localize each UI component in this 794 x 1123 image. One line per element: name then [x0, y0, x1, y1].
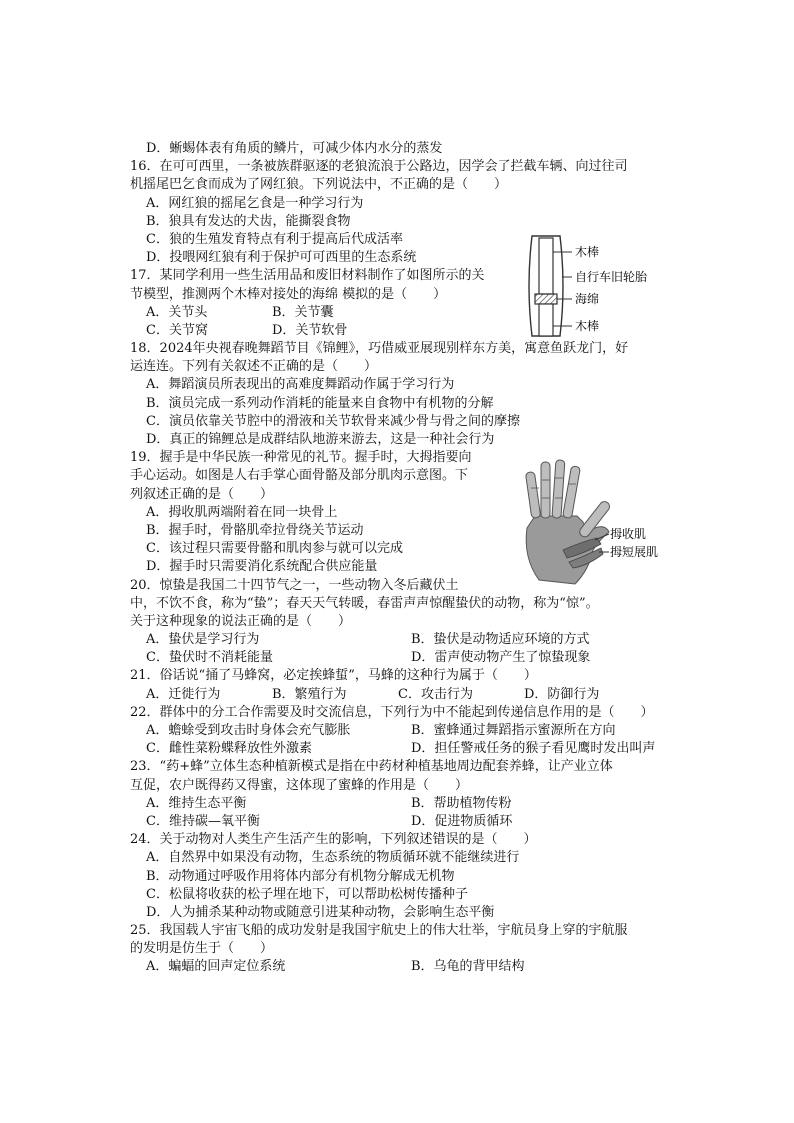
bottom-stick	[539, 304, 553, 336]
q20-stem-line3: 关于这种现象的说法正确的是（ ）	[130, 613, 352, 629]
q19-option-b: B．握手时，骨骼肌牵拉骨绕关节运动	[146, 522, 364, 538]
q18-stem-line2: 运连连。下列有关叙述不正确的是（ ）	[130, 359, 378, 375]
q20-options-row1	[130, 631, 670, 649]
label-muscle1: 拇收肌	[610, 527, 647, 541]
q22-option-b: B．蜜蜂通过舞蹈指示蜜源所在方向	[411, 723, 616, 738]
q23-option-a: A．维持生态平衡	[146, 795, 247, 811]
q21-stem: 21．俗话说“捅了马蜂窝，必定挨蜂蜇”，马蜂的这种行为属于（ ）	[130, 668, 537, 684]
q21-option-d: D．防御行为	[524, 686, 600, 702]
q23-options-row1	[130, 795, 670, 813]
q16-stem-line1: 16．在可可西里，一条被族群驱逐的老狼流浪于公路边，因学会了拦截车辆、向过往司	[130, 159, 628, 175]
joint-model-drawing	[520, 232, 680, 340]
q21-option-c: C．攻击行为	[398, 686, 473, 702]
q17-option-c: C．关节窝	[146, 322, 208, 338]
label-top-stick: 木棒	[575, 245, 600, 259]
joint-model-figure	[520, 232, 680, 340]
q19-stem-line3: 列叙述正确的是（ ）	[130, 486, 274, 502]
q16-option-d: D．投喂网红狼有利于保护可可西里的生态系统	[146, 250, 417, 266]
q20-option-d: D．雷声使动物产生了惊蛰现象	[411, 650, 591, 666]
sponge	[535, 294, 557, 304]
top-stick	[539, 238, 553, 294]
q23-option-d: D．促进物质循环	[411, 813, 513, 829]
q25-option-b: B．乌龟的背甲结构	[411, 959, 525, 975]
hand-skeleton-drawing	[505, 458, 665, 590]
q18-stem-line1: 18．2024年央视春晚舞蹈节目《锦鲤》，巧借威亚展现别样东方美，寓意鱼跃龙门，好	[130, 341, 629, 357]
q18-option-c: C．演员依靠关节腔中的滑液和关节软骨来减少骨与骨之间的摩擦	[146, 413, 520, 429]
finger-ring	[541, 462, 550, 518]
label-muscle2: 拇短展肌	[610, 545, 659, 559]
q25-option-a: A．蝙蝠的回声定位系统	[146, 959, 286, 975]
finger-index	[563, 466, 581, 519]
q20-stem-line1: 20．惊蛰是我国二十四节气之一，一些动物入冬后藏伏土	[130, 577, 459, 593]
q19-stem-line2: 手心运动。如图是人右手掌心面骨骼及部分肌肉示意图。下	[130, 468, 469, 484]
q25-options-row1	[130, 958, 670, 976]
q25-stem-line2: 的发明是仿生于（ ）	[130, 941, 274, 957]
q19-option-d: D．握手时只需要消化系统配合供应能量	[146, 559, 378, 575]
q22-stem: 22．群体中的分工合作需要及时交流信息，下列行为中不能起到传递信息作用的是（ ）	[130, 704, 654, 720]
q23-stem-line2: 互促，农户既得药又得蜜，这体现了蜜蜂的作用是（ ）	[130, 777, 469, 793]
q19-stem-line1: 19．握手是中华民族一种常见的礼节。握手时，大拇指要向	[130, 450, 472, 466]
q21-options-row	[130, 686, 670, 704]
q23-option-c: C．维持碳—氧平衡	[146, 813, 260, 829]
q16-option-b: B．狼具有发达的犬齿，能撕裂食物	[146, 213, 351, 229]
finger-middle	[552, 460, 565, 518]
q15-option-d: D．蜥蜴体表有角质的鳞片，可减少体内水分的蒸发	[146, 141, 443, 156]
q22-options-row1	[130, 722, 670, 740]
label-bottom-stick: 木棒	[575, 319, 600, 333]
q20-options-row2	[130, 649, 670, 667]
q17-option-a: A．关节头	[146, 304, 208, 320]
q17-stem-line1: 17．某同学利用一些生活用品和废旧材料制作了如图所示的关	[130, 268, 485, 284]
q16-stem-line2: 机摇尾巴乞食而成为了网红狼。下列说法中，不正确的是（ ）	[130, 177, 508, 193]
q20-option-b: B．蛰伏是动物适应环境的方式	[411, 632, 590, 648]
q22-option-d: D．担任警戒任务的猴子看见鹰时发出叫声	[411, 741, 656, 757]
q24-option-d: D．人为捕杀某种动物或随意引进某种动物，会影响生态平衡	[146, 904, 495, 920]
q24-option-b: B．动物通过呼吸作用将体内部分有机物分解成无机物	[146, 868, 455, 884]
q24-stem: 24．关于动物对人类生产生活产生的影响，下列叙述错误的是（ ）	[130, 832, 537, 848]
q19-option-c: C．该过程只需要骨骼和肌肉参与就可以完成	[146, 541, 403, 557]
q16-option-a: A．网红狼的摇尾乞食是一种学习行为	[146, 195, 364, 211]
q18-option-d: D．真正的锦鲤总是成群结队地游来游去，这是一种社会行为	[146, 432, 495, 447]
q16-option-c: C．狼的生殖发育特点有利于提高后代成活率	[146, 231, 403, 247]
label-tire: 自行车旧轮胎	[575, 270, 648, 284]
q18-option-a: A．舞蹈演员所表现出的高难度舞蹈动作属于学习行为	[146, 377, 455, 393]
q18-option-b: B．演员完成一系列动作消耗的能量来自食物中有机物的分解	[146, 395, 494, 411]
q25-stem-line1: 25．我国载人宇宙飞船的成功发射是我国宇航史上的伟大壮举，宇航员身上穿的宇航服	[130, 923, 628, 939]
q24-option-a: A．自然界中如果没有动物，生态系统的物质循环就不能继续进行	[146, 850, 520, 866]
label-sponge: 海绵	[575, 292, 600, 306]
q23-option-b: B．帮助植物传粉	[411, 795, 512, 811]
q19-option-a: A．拇收肌两端附着在同一块骨上	[146, 504, 338, 520]
finger-little	[525, 472, 540, 519]
q20-option-c: C．蛰伏时不消耗能量	[146, 650, 273, 666]
q17-option-d: D．关节软骨	[272, 322, 348, 338]
q24-option-c: C．松鼠将收获的松子埋在地下，可以帮助松树传播种子	[146, 886, 468, 902]
q21-option-a: A．迁徙行为	[146, 686, 221, 702]
q21-option-b: B．繁殖行为	[272, 686, 347, 702]
q20-stem-line2: 中，不饮不食，称为“蛰”；春天天气转暖，春雷声声惊醒蛰伏的动物，称为“惊”。	[130, 595, 599, 611]
q22-options-row2	[130, 740, 670, 758]
hand-skeleton-figure	[505, 458, 665, 590]
q17-stem-line2: 节模型，推测两个木棒对接处的海绵 模拟的是（ ）	[130, 286, 447, 302]
q23-options-row2	[130, 813, 670, 831]
q17-option-b: B．关节囊	[272, 304, 334, 320]
q20-option-a: A．蛰伏是学习行为	[146, 632, 260, 648]
q23-stem-line1: 23．“药+蜂”立体生态种植新模式是指在中药材种植基地周边配套养蜂，让产业立体	[130, 759, 613, 775]
q22-option-a: A．蟾蜍受到攻击时身体会充气膨胀	[146, 723, 351, 738]
q22-option-c: C．雌性菜粉蝶释放性外激素	[146, 741, 312, 757]
